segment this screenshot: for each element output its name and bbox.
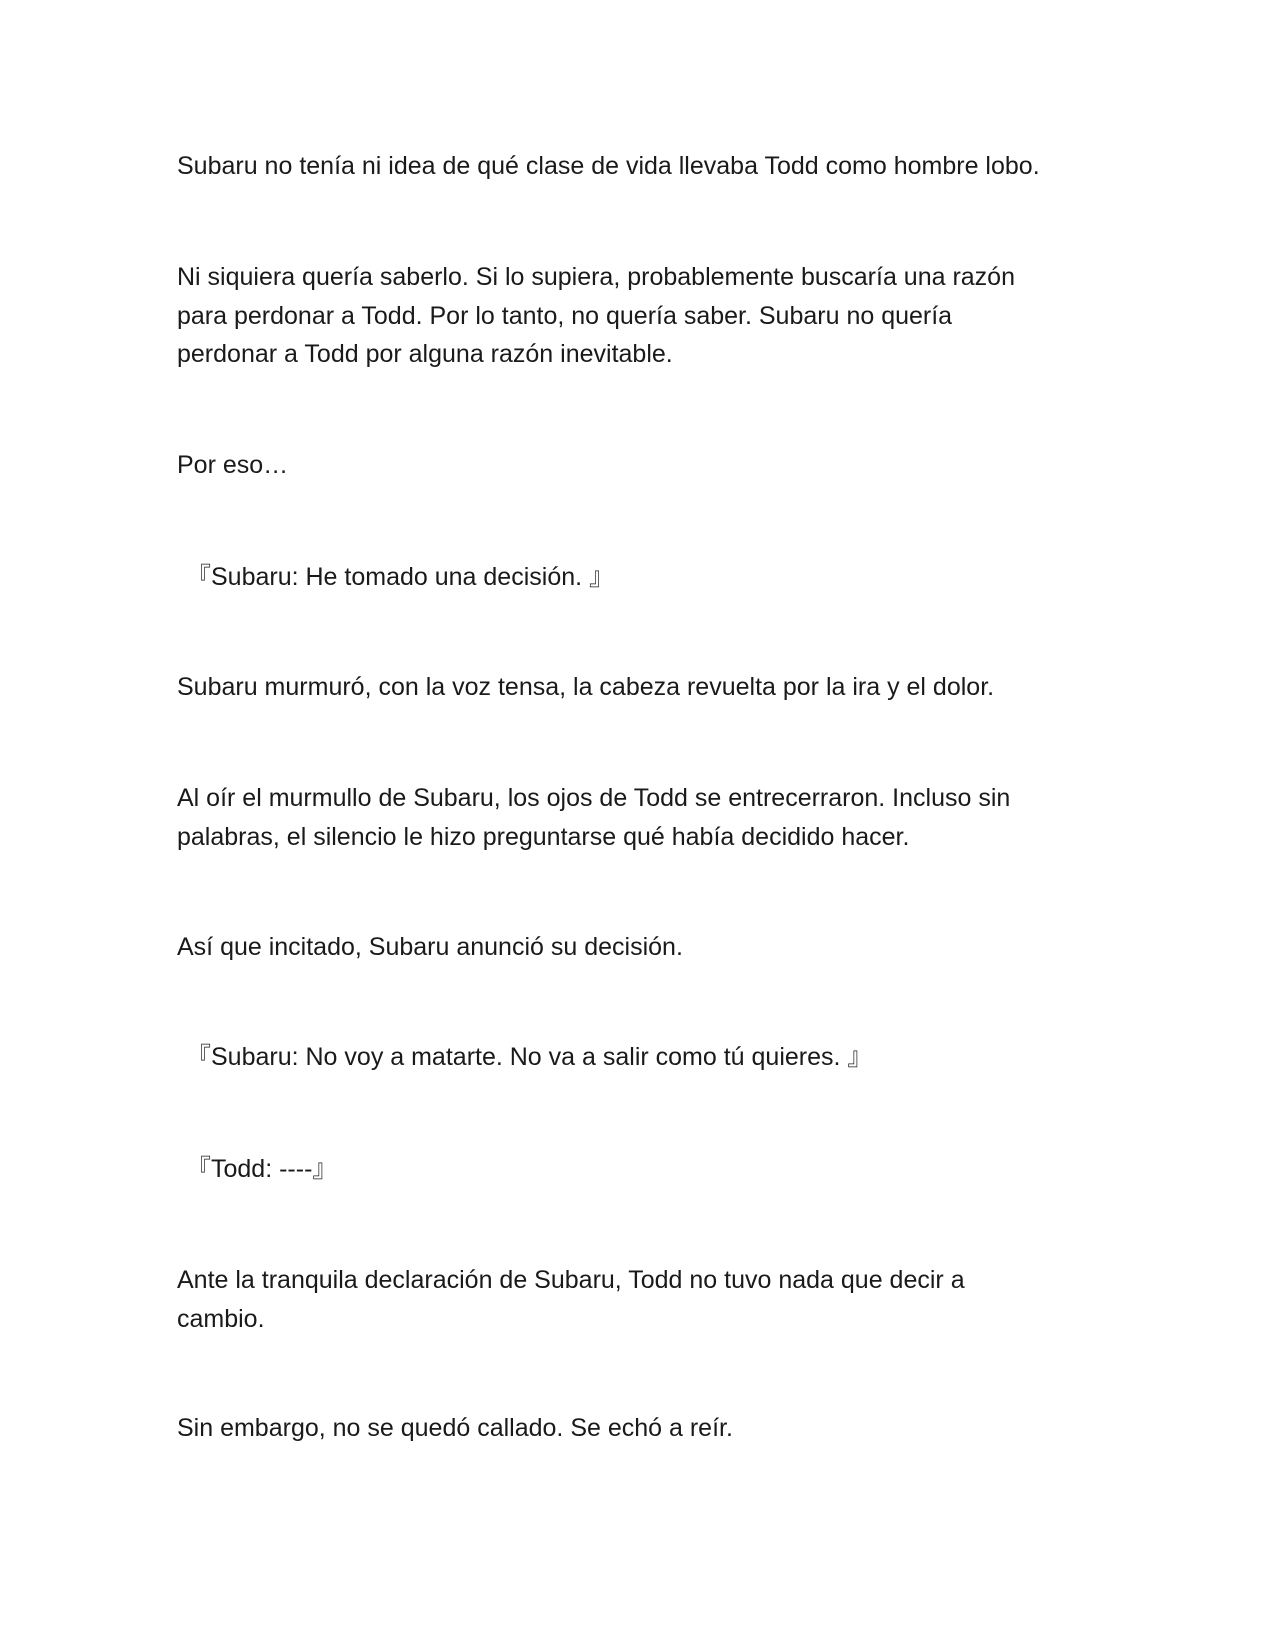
paragraph: Subaru murmuró, con la voz tensa, la cabeza revuelta por la ira y el dolor. xyxy=(177,673,995,701)
dialogue-line: 『Subaru: He tomado una decisión. 』 xyxy=(186,563,615,591)
paragraph: Al oír el murmullo de Subaru, los ojos de Todd se entrecerraron. Incluso sin palabras, el silencio le hizo preguntarse qué había decidido hacer. xyxy=(177,784,1011,851)
paragraph: Ante la tranquila declaración de Subaru, Todd no tuvo nada que decir a cambio. xyxy=(177,1266,965,1333)
paragraph: Así que incitado, Subaru anunció su decisión. xyxy=(177,933,683,961)
paragraph: Subaru no tenía ni idea de qué clase de vida llevaba Todd como hombre lobo. xyxy=(177,152,1040,180)
dialogue-line: 『Todd: ----』 xyxy=(186,1155,338,1183)
paragraph: Por eso… xyxy=(177,451,289,479)
paragraph: Sin embargo, no se quedó callado. Se echó a reír. xyxy=(177,1414,733,1442)
dialogue-line: 『Subaru: No voy a matarte. No va a salir como tú quieres. 』 xyxy=(186,1043,873,1071)
paragraph: Ni siquiera quería saberlo. Si lo supiera, probablemente buscaría una razón para perdonar a Todd. Por lo tanto, no quería saber. Subaru no quería perdonar a Todd por alguna razón inevitable. xyxy=(177,263,1015,368)
